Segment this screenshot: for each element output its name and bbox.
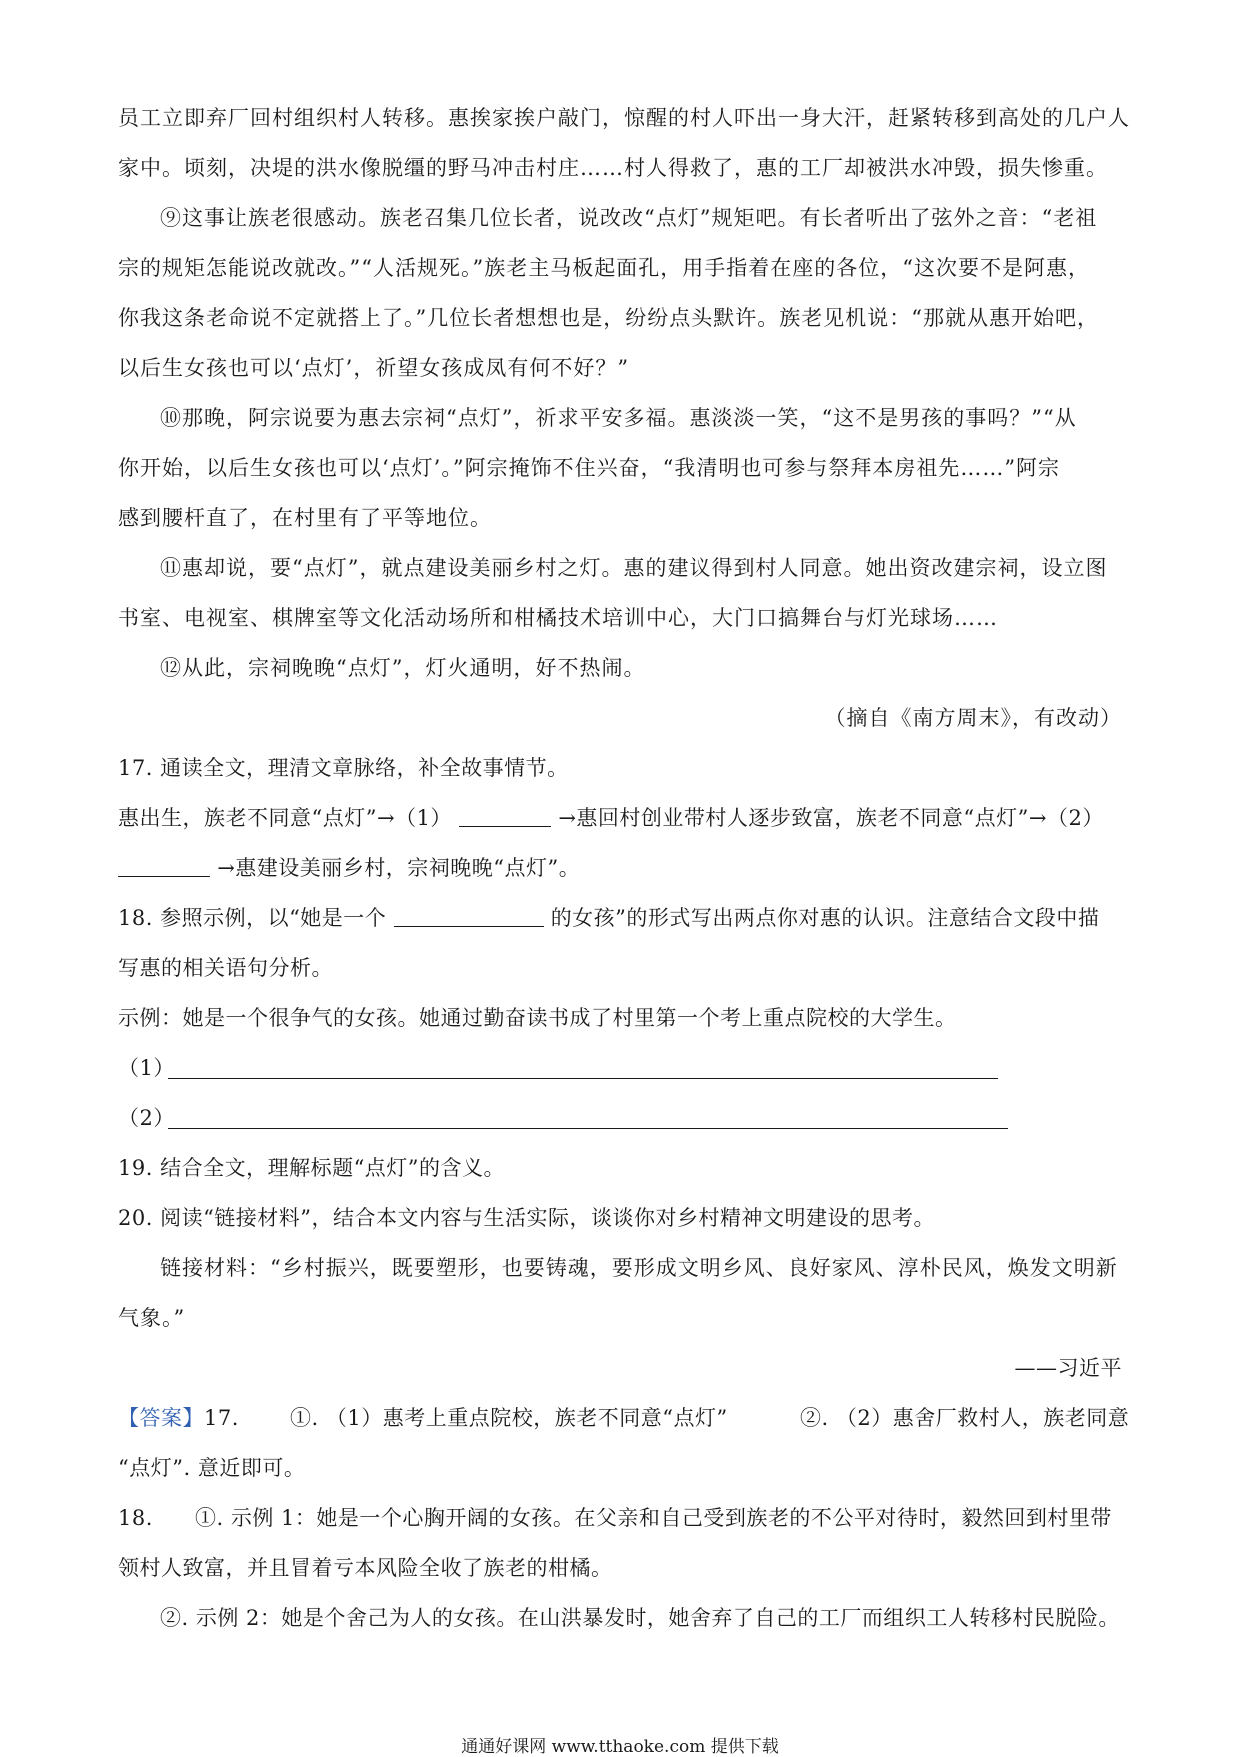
passage-p8-line2: 家中。顷刻，决堤的洪水像脱缰的野马冲击村庄……村人得救了，惠的工厂却被洪水冲毁，损失惨重。 <box>118 156 1108 180</box>
passage-p9-line4: 以后生女孩也可以‘点灯’，祈望女孩成凤有何不好？” <box>118 356 630 380</box>
q17-flow-part3: →惠建设美丽乡村，宗祠晚晚“点灯”。 <box>217 856 581 880</box>
q18-item-1-label: （1） <box>118 1056 175 1080</box>
passage-p10-line1: ⑩那晚，阿宗说要为惠去宗祠“点灯”，祈求平安多福。惠淡淡一笑，“这不是男孩的事吗？”“从 <box>160 406 1077 430</box>
q17-flow-line2 <box>118 856 580 881</box>
passage-p11-line1: ⑪惠却说，要“点灯”，就点建设美丽乡村之灯。惠的建议得到村人同意。她出资改建宗祠，设立图 <box>160 556 1108 580</box>
question-18-line1 <box>118 906 1099 931</box>
page-footer: 通通好课网 www.tthaoke.com 提供下载 <box>461 1737 779 1757</box>
q18-text-a: 18. 参照示例，以“她是一个 <box>118 906 387 930</box>
passage-source: （摘自《南方周末》，有改动） <box>824 706 1122 730</box>
question-20: 20. 阅读“链接材料”，结合本文内容与生活实际，谈谈你对乡村精神文明建设的思考。 <box>118 1206 936 1230</box>
answer-17-item2: ②. （2）惠舍厂救村人，族老同意 <box>800 1406 1130 1430</box>
q18-inline-blank[interactable] <box>394 908 544 927</box>
answer-18-number: 18. <box>118 1506 153 1530</box>
q18-answer-line-2[interactable] <box>168 1128 1008 1129</box>
answer-17-number: 17. <box>204 1406 239 1430</box>
answer-18-item1-line1: ①. 示例 1：她是一个心胸开阔的女孩。在父亲和自己受到族老的不公平对待时，毅然回到村里带 <box>195 1506 1112 1530</box>
q17-blank-1[interactable] <box>459 808 551 827</box>
answer-tag: 【答案】 <box>118 1406 204 1430</box>
passage-p8-line1: 员工立即弃厂回村组织村人转移。惠挨家挨户敲门，惊醒的村人吓出一身大汗，赶紧转移到高处的几户人 <box>118 106 1130 130</box>
passage-p11-line2: 书室、电视室、棋牌室等文化活动场所和柑橘技术培训中心，大门口搞舞台与灯光球场…… <box>118 606 998 630</box>
answer-17-line1 <box>118 1406 239 1431</box>
link-material-line1: 链接材料：“乡村振兴，既要塑形，也要铸魂，要形成文明乡风、良好家风、淳朴民风，焕发文明新 <box>160 1256 1118 1280</box>
q18-text-b: 的女孩”的形式写出两点你对惠的认识。注意结合文段中描 <box>550 906 1100 930</box>
question-18-line2: 写惠的相关语句分析。 <box>118 956 333 980</box>
passage-p9-line3: 你我这条老命说不定就搭上了。”几位长者想想也是，纷纷点头默许。族老见机说：“那就从惠开始吧， <box>118 306 1099 330</box>
q17-flow-line1 <box>118 806 1104 831</box>
q17-flow-part1: 惠出生，族老不同意“点灯”→（1） <box>118 806 452 830</box>
question-17: 17. 通读全文，理清文章脉络，补全故事情节。 <box>118 756 569 780</box>
link-material-line2: 气象。” <box>118 1306 186 1330</box>
passage-p12-line1: ⑫从此，宗祠晚晚“点灯”，灯火通明，好不热闹。 <box>160 656 646 680</box>
question-19: 19. 结合全文，理解标题“点灯”的含义。 <box>118 1156 506 1180</box>
answer-18-item1-line2: 领村人致富，并且冒着亏本风险全收了族老的柑橘。 <box>118 1556 613 1580</box>
q17-blank-2[interactable] <box>118 858 210 877</box>
answer-18-item2: ②. 示例 2：她是个舍己为人的女孩。在山洪暴发时，她舍弃了自己的工厂而组织工人转移村民脱险。 <box>160 1606 1120 1630</box>
answer-17-line2: “点灯”. 意近即可。 <box>118 1456 306 1480</box>
passage-p10-line3: 感到腰杆直了，在村里有了平等地位。 <box>118 506 492 530</box>
passage-p10-line2: 你开始，以后生女孩也可以‘点灯’。”阿宗掩饰不住兴奋，“我清明也可参与祭拜本房祖先……”阿宗 <box>118 456 1061 480</box>
passage-p9-line1: ⑨这事让族老很感动。族老召集几位长者，说改改“点灯”规矩吧。有长者听出了弦外之音：“老祖 <box>160 206 1098 230</box>
q17-flow-part2: →惠回村创业带村人逐步致富，族老不同意“点灯”→（2） <box>558 806 1104 830</box>
link-material-author: ——习近平 <box>1014 1356 1122 1380</box>
answer-17-item1: ①. （1）惠考上重点院校，族老不同意“点灯” <box>290 1406 728 1430</box>
q18-answer-line-1[interactable] <box>168 1078 998 1079</box>
q18-item-2-label: （2） <box>118 1106 175 1130</box>
passage-p9-line2: 宗的规矩怎能说改就改。”“人活规死。”族老主马板起面孔，用手指着在座的各位，“这次要不是阿惠， <box>118 256 1090 280</box>
q18-example: 示例：她是一个很争气的女孩。她通过勤奋读书成了村里第一个考上重点院校的大学生。 <box>118 1006 957 1030</box>
